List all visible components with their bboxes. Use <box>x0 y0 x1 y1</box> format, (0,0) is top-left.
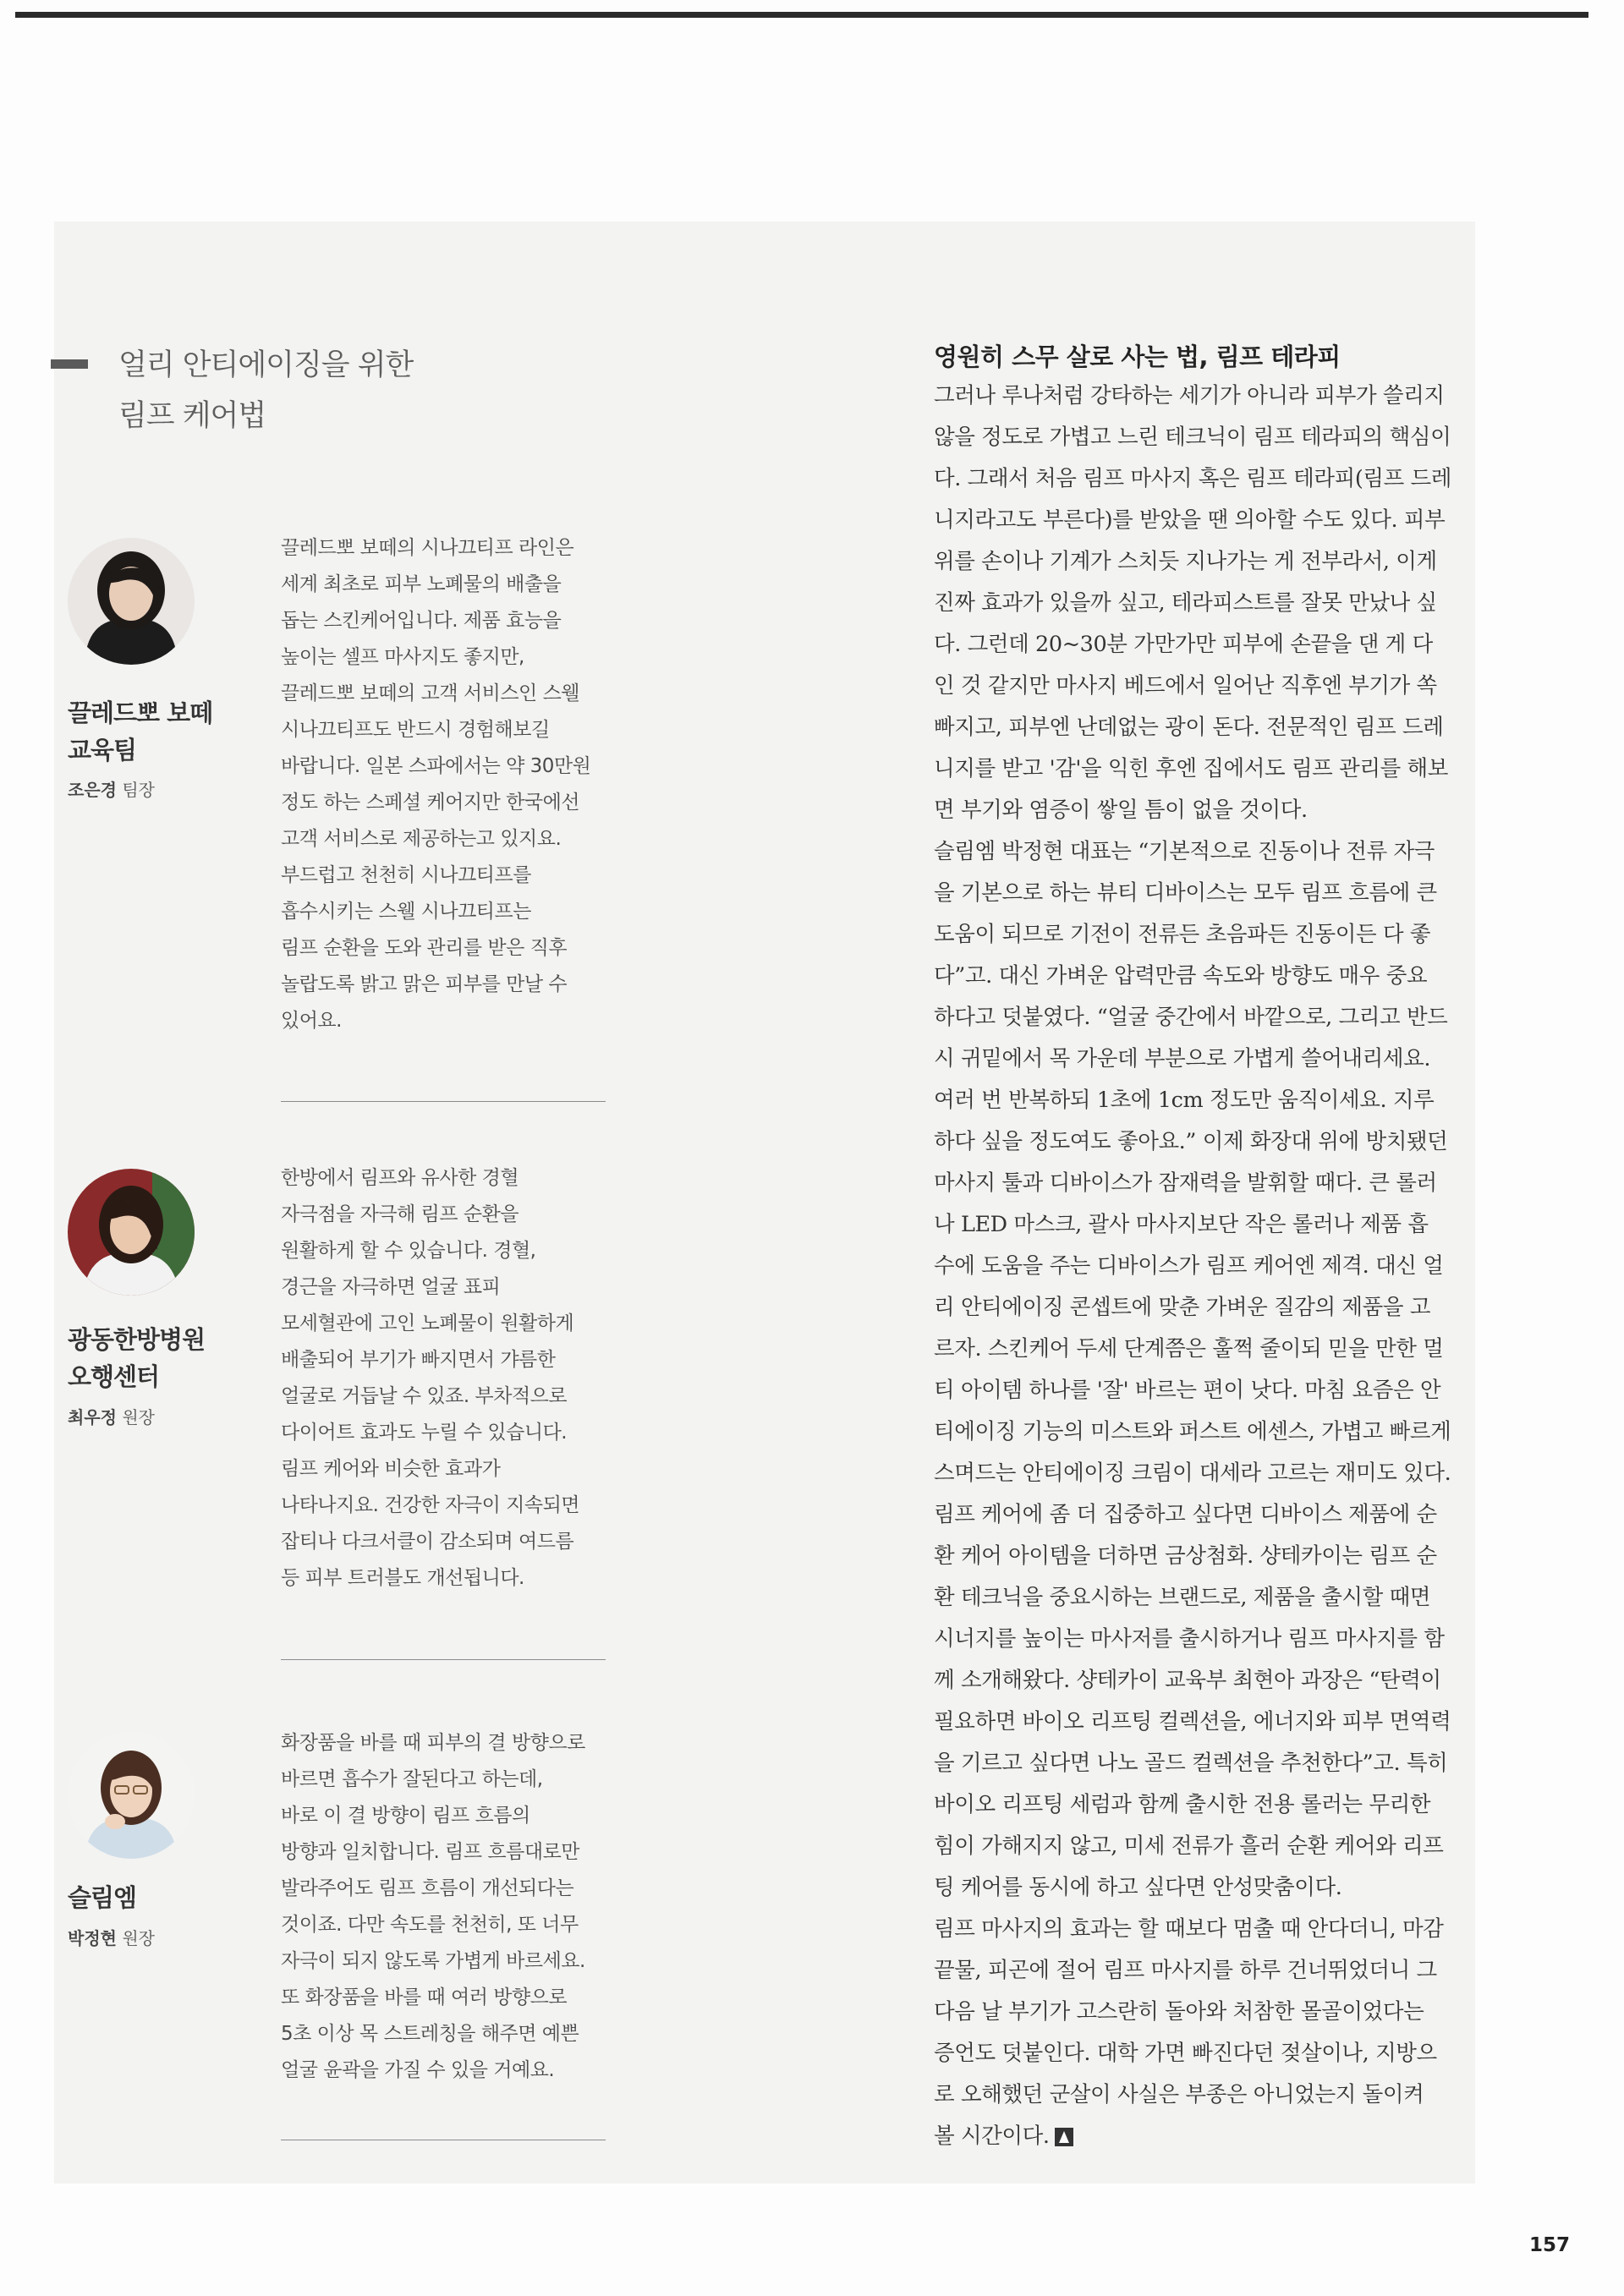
quote-line: 있어요. <box>281 1010 342 1032</box>
article-line: 티 아이템 하나를 '잘' 바르는 편이 낫다. 마침 요즘은 안 <box>934 1378 1441 1403</box>
article-line: 티에이징 기능의 미스트와 퍼스트 에센스, 가볍고 빠르게 <box>934 1419 1451 1444</box>
quote-line: 다이어트 효과도 누릴 수 있습니다. <box>281 1422 568 1444</box>
article-line: 필요하면 바이오 리프팅 컬렉션을, 에너지와 피부 면역력 <box>934 1709 1451 1734</box>
article-line: 힘이 가해지지 않고, 미세 전류가 흘러 순환 케어와 리프 <box>934 1833 1444 1859</box>
person-name: 최우정 <box>68 1407 117 1427</box>
person-name: 조은경 <box>68 780 117 800</box>
expert-org-line: 끌레드뽀 보떼 <box>68 699 213 727</box>
person-title: 원장 <box>122 1928 155 1948</box>
top-rule <box>15 12 1588 18</box>
expert-org-line: 오행센터 <box>68 1362 160 1391</box>
expert-org-line: 슬림엠 <box>68 1883 137 1912</box>
quote-line: 바로 이 결 방향이 림프 흐름의 <box>281 1805 530 1827</box>
quote-line: 바랍니다. 일본 스파에서는 약 30만원 <box>281 755 591 777</box>
quote-line: 시나끄티프도 반드시 경험해보길 <box>281 719 550 741</box>
article-line: 슬림엠 박정현 대표는 “기본적으로 진동이나 전류 자극 <box>934 839 1435 864</box>
quote-line: 잡티나 다크서클이 감소되며 여드름 <box>281 1531 574 1553</box>
quote-line: 5초 이상 목 스트레칭을 해주면 예쁜 <box>281 2023 579 2045</box>
quote-line: 것이죠. 다만 속도를 천천히, 또 너무 <box>281 1914 579 1936</box>
article-line: 그러나 루나처럼 강타하는 세기가 아니라 피부가 쓸리지 <box>934 383 1445 408</box>
quote-line: 원활하게 할 수 있습니다. 경혈, <box>281 1240 536 1262</box>
expert-org <box>68 1879 254 1916</box>
article-line: 마사지 툴과 디바이스가 잠재력을 발휘할 때다. 큰 롤러 <box>934 1170 1437 1196</box>
article-body <box>934 375 1475 2157</box>
article-line: 환 테크닉을 중요시하는 브랜드로, 제품을 출시할 때면 <box>934 1585 1431 1610</box>
article-line: 위를 손이나 기계가 스치듯 지나가는 게 전부라서, 이게 <box>934 549 1437 574</box>
article-line: 수에 도움을 주는 디바이스가 림프 케어엔 제격. 대신 얼 <box>934 1253 1444 1279</box>
expert-person <box>68 1925 155 1949</box>
person-name: 박정현 <box>68 1928 117 1948</box>
article-line: 면 부기와 염증이 쌓일 틈이 없을 것이다. <box>934 797 1308 823</box>
avatar <box>68 1732 195 1859</box>
quote-line: 방향과 일치합니다. 림프 흐름대로만 <box>281 1841 580 1863</box>
article-line: 르자. 스킨케어 두세 단계쯤은 훌쩍 줄이되 믿을 만한 멀 <box>934 1336 1444 1362</box>
article-line: 나 LED 마스크, 괄사 마사지보단 작은 롤러나 제품 흡 <box>934 1212 1429 1237</box>
person-title: 팀장 <box>122 780 155 800</box>
quote-line: 나타나지요. 건강한 자극이 지속되면 <box>281 1494 580 1516</box>
article-line: 다. 그런데 20~30분 가만가만 피부에 손끝을 댄 게 다 <box>934 632 1433 657</box>
quote-line: 얼굴 윤곽을 가질 수 있을 거예요. <box>281 2059 555 2081</box>
quote-line: 세계 최초로 피부 노폐물의 배출을 <box>281 573 562 595</box>
article-line: 니지를 받고 '감'을 익힌 후엔 집에서도 림프 관리를 해보 <box>934 756 1448 781</box>
section-title-line: 림프 케어법 <box>118 399 266 433</box>
article-line: 하다고 덧붙였다. “얼굴 중간에서 바깥으로, 그리고 반드 <box>934 1005 1448 1030</box>
article-line: 께 소개해왔다. 샹테카이 교육부 최현아 과장은 “탄력이 <box>934 1668 1441 1693</box>
expert-person <box>68 776 155 801</box>
article-line: 시 귀밑에서 목 가운데 부분으로 가볍게 쓸어내리세요. <box>934 1046 1431 1071</box>
article-last-line <box>934 2116 1475 2157</box>
article-line: 림프 케어에 좀 더 집중하고 싶다면 디바이스 제품에 순 <box>934 1502 1437 1527</box>
article-line: 증언도 덧붙인다. 대학 가면 빠진다던 젖살이나, 지방으 <box>934 2041 1437 2066</box>
quote-line: 자극이 되지 않도록 가볍게 바르세요. <box>281 1950 585 1972</box>
quote-line: 얼굴로 거듭날 수 있죠. 부차적으로 <box>281 1385 568 1407</box>
article-line: 을 기르고 싶다면 나노 골드 컬렉션을 추천한다”고. 특히 <box>934 1751 1448 1776</box>
section-title <box>118 340 558 441</box>
expert-org-line: 교육팀 <box>68 736 137 764</box>
article-line: 인 것 같지만 마사지 베드에서 일어난 직후엔 부기가 쏙 <box>934 673 1437 699</box>
expert-person <box>68 1404 155 1428</box>
article-line: 도움이 되므로 기전이 전류든 초음파든 진동이든 다 좋 <box>934 922 1431 947</box>
article-line: 다음 날 부기가 고스란히 돌아와 처참한 몰골이었다는 <box>934 1999 1424 2025</box>
article-line: 환 케어 아이템을 더하면 금상첨화. 샹테카이는 림프 순 <box>934 1543 1437 1569</box>
article-line: 않을 정도로 가볍고 느린 테크닉이 림프 테라피의 핵심이 <box>934 425 1451 450</box>
quote-line: 경근을 자극하면 얼굴 표피 <box>281 1276 501 1298</box>
quote-line: 부드럽고 천천히 시나끄티프를 <box>281 864 531 886</box>
article-line: 빠지고, 피부엔 난데없는 광이 돈다. 전문적인 림프 드레 <box>934 715 1444 740</box>
article-line: 림프 마사지의 효과는 할 때보다 멈출 때 안다더니, 마감 <box>934 1916 1444 1942</box>
article-line: 바이오 리프팅 세럼과 함께 출시한 전용 롤러는 무리한 <box>934 1792 1431 1817</box>
quote-line: 자극점을 자극해 림프 순환을 <box>281 1203 519 1225</box>
expert-quote <box>281 1160 619 1597</box>
article-line: 다”고. 대신 가벼운 압력만큼 속도와 방향도 매우 중요 <box>934 963 1428 989</box>
quote-line: 끌레드뽀 보떼의 고객 서비스인 스웰 <box>281 682 580 704</box>
article-line: 다. 그래서 처음 림프 마사지 혹은 림프 테라피(림프 드레 <box>934 466 1452 491</box>
quote-line: 배출되어 부기가 빠지면서 갸름한 <box>281 1349 556 1371</box>
quote-line: 화장품을 바를 때 피부의 결 방향으로 <box>281 1732 585 1754</box>
expert-org <box>68 1321 254 1395</box>
person-title: 원장 <box>122 1407 155 1427</box>
quote-line: 림프 케어와 비슷한 효과가 <box>281 1458 501 1480</box>
avatar <box>68 1169 195 1296</box>
quote-line: 돕는 스킨케어입니다. 제품 효능을 <box>281 610 562 632</box>
article-line: 볼 시간이다. <box>934 2123 1050 2149</box>
article-line: 하다 싶을 정도여도 좋아요.” 이제 화장대 위에 방치됐던 <box>934 1129 1448 1154</box>
quote-line: 또 화장품을 바를 때 여러 방향으로 <box>281 1986 568 2008</box>
quote-line: 한방에서 림프와 유사한 경혈 <box>281 1167 519 1189</box>
article-line: 리 안티에이징 콘셉트에 맞춘 가벼운 질감의 제품을 고 <box>934 1295 1431 1320</box>
quote-line: 끌레드뽀 보떼의 시나끄티프 라인은 <box>281 537 574 559</box>
quote-line: 높이는 셀프 마사지도 좋지만, <box>281 646 524 668</box>
article-line: 을 기본으로 하는 뷰티 디바이스는 모두 림프 흐름에 큰 <box>934 880 1437 906</box>
article <box>934 338 1475 2157</box>
article-line: 여러 번 반복하되 1초에 1cm 정도만 움직이세요. 지루 <box>934 1088 1435 1113</box>
article-line: 진짜 효과가 있을까 싶고, 테라피스트를 잘못 만났나 싶 <box>934 590 1437 616</box>
quote-line: 발라주어도 림프 흐름이 개선되다는 <box>281 1877 574 1899</box>
divider <box>281 1659 606 1660</box>
expert-quote <box>281 1725 619 2089</box>
quote-line: 정도 하는 스페셜 케어지만 한국에선 <box>281 792 580 814</box>
quote-line: 흡수시키는 스웰 시나끄티프는 <box>281 901 531 923</box>
quote-line: 모세혈관에 고인 노폐물이 원활하게 <box>281 1312 574 1334</box>
article-line: 시너지를 높이는 마사저를 출시하거나 림프 마사지를 함 <box>934 1626 1445 1652</box>
article-line: 끝물, 피곤에 절어 림프 마사지를 하루 건너뛰었더니 그 <box>934 1958 1437 1983</box>
expert-quote <box>281 530 619 1039</box>
quote-line: 고객 서비스로 제공하는고 있지요. <box>281 828 562 850</box>
quote-line: 림프 순환을 도와 관리를 받은 직후 <box>281 937 568 959</box>
article-line: 로 오해했던 군살이 사실은 부종은 아니었는지 돌이켜 <box>934 2082 1424 2107</box>
article-heading: 영원히 스무 살로 사는 법, 림프 테라피 <box>934 342 1341 371</box>
article-line: 스며드는 안티에이징 크림이 대세라 고르는 재미도 있다. <box>934 1460 1451 1486</box>
section-title-line: 얼리 안티에이징을 위한 <box>118 348 414 382</box>
article-line: 팅 케어를 동시에 하고 싶다면 안성맞춤이다. <box>934 1875 1342 1900</box>
divider <box>281 1101 606 1102</box>
avatar <box>68 538 195 665</box>
quote-line: 바르면 흡수가 잘된다고 하는데, <box>281 1768 543 1790</box>
article-line: 니지라고도 부른다)를 받았을 땐 의아할 수도 있다. 피부 <box>934 507 1446 533</box>
page-number: 157 <box>1529 2234 1571 2256</box>
quote-line: 놀랍도록 밝고 맑은 피부를 만날 수 <box>281 973 568 995</box>
end-mark-icon <box>1055 2128 1073 2146</box>
expert-org-line: 광동한방병원 <box>68 1325 206 1354</box>
expert-org <box>68 694 254 769</box>
quote-line: 등 피부 트러블도 개선됩니다. <box>281 1567 524 1589</box>
section-marker <box>51 359 88 369</box>
